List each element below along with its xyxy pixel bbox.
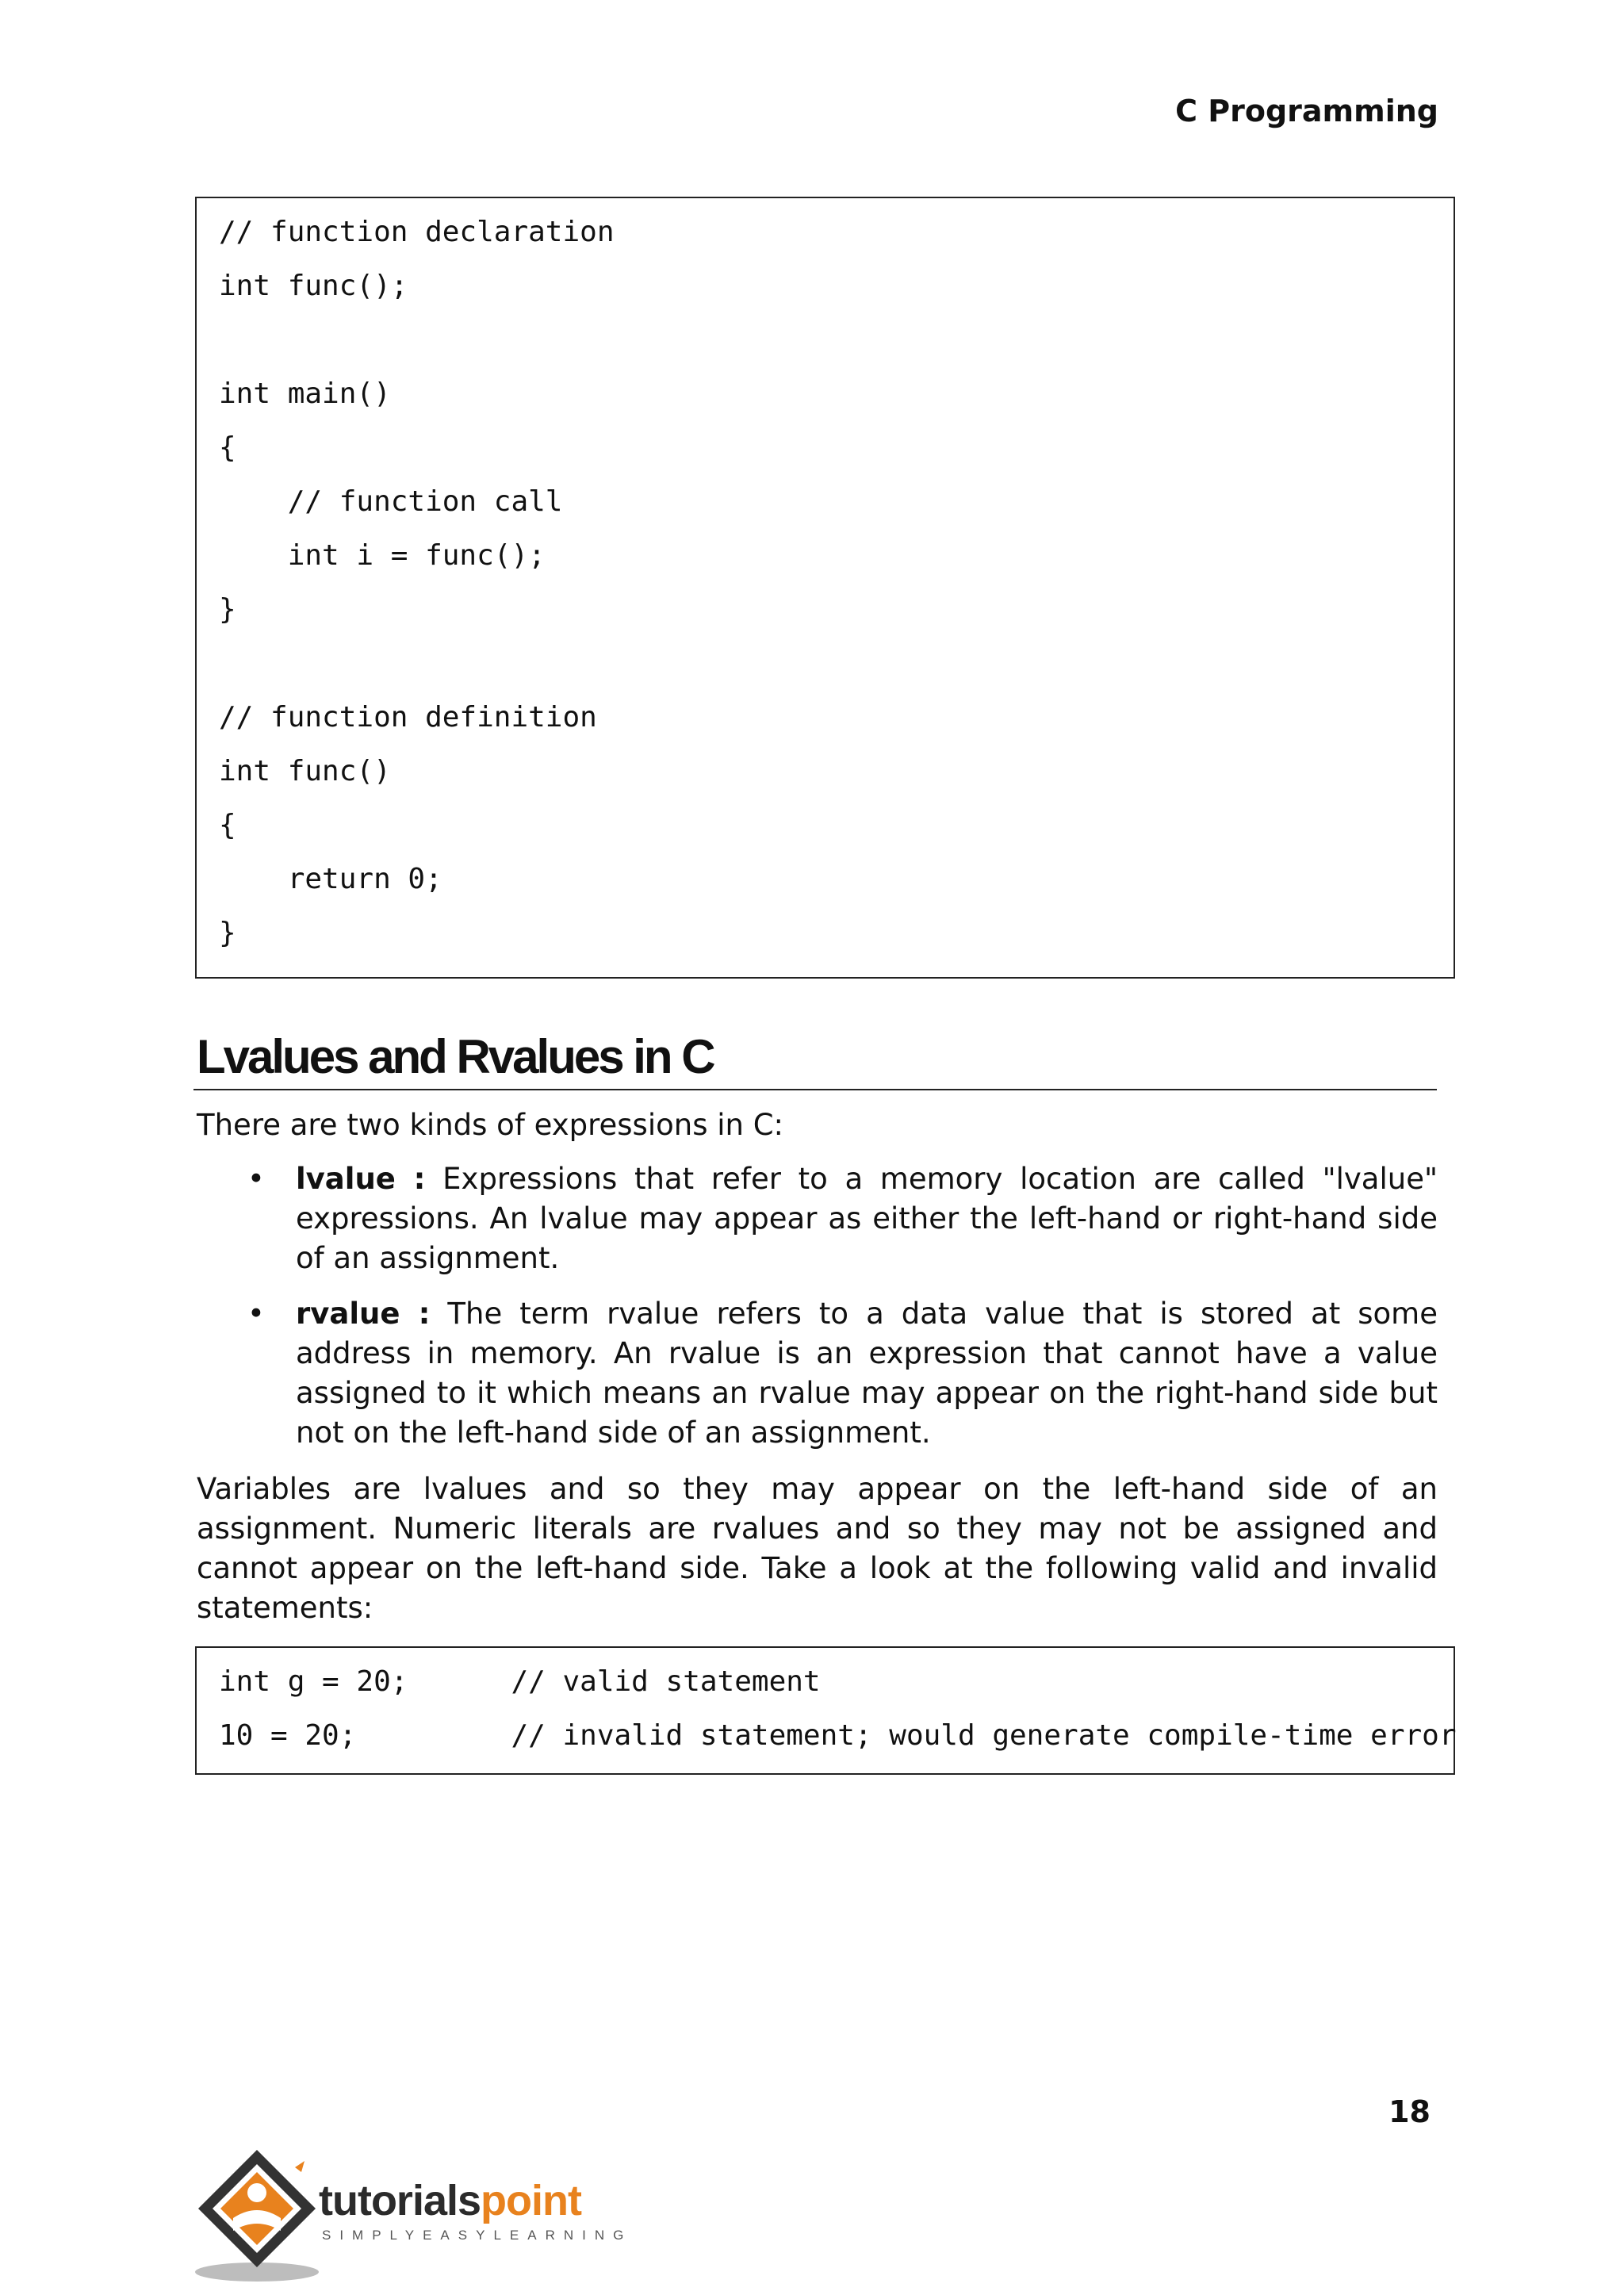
body-paragraph: Variables are lvalues and so they may appear on the left-hand side of an assignment. Numeric literals are rvalues and so they may not be assigned and cannot appear on the left-hand side. Take a look at the following valid and invalid statements:: [197, 1472, 1438, 1625]
code-line: int i = func();: [219, 539, 546, 572]
term-lvalue: lvalue :: [296, 1162, 426, 1196]
code-line: }: [219, 593, 236, 626]
section-heading: Lvalues and Rvalues in C: [197, 1030, 714, 1083]
code-line: {: [219, 431, 236, 464]
code-line: {: [219, 809, 236, 841]
intro-paragraph: There are two kinds of expressions in C:: [197, 1108, 784, 1142]
definition-lvalue: Expressions that refer to a memory location are called "lvalue" expressions. An lvalue may appear as either the left-hand or right-hand side of an assignment.: [296, 1162, 1438, 1275]
page-number: 18: [1388, 2094, 1431, 2129]
code-line: return 0;: [219, 863, 442, 895]
code-line: // function definition: [219, 701, 597, 734]
code-line: // function declaration: [219, 216, 615, 248]
tutorialspoint-logo: [193, 2145, 638, 2284]
code-line: int func();: [219, 270, 408, 302]
logo-tagline: SIMPLYEASYLEARNING: [322, 2228, 633, 2243]
running-header: C Programming: [1175, 94, 1438, 128]
bullet-icon: •: [247, 1297, 265, 1331]
code-block-statements: [195, 1646, 1455, 1775]
logo-word-dark: tutorials: [319, 2177, 481, 2224]
bullet-icon: •: [247, 1162, 265, 1196]
section-divider: [193, 1089, 1437, 1090]
code-block-function: [195, 197, 1455, 979]
code-line: // function call: [219, 485, 563, 518]
code-line: 10 = 20; // invalid statement; would generate compile-time error: [219, 1719, 1457, 1752]
logo-wordmark: [319, 2177, 581, 2224]
code-line: int main(): [219, 377, 391, 410]
code-line: int g = 20; // valid statement: [219, 1665, 821, 1698]
definition-rvalue: The term rvalue refers to a data value that is stored at some address in memory. An rvalue is an expression that cannot have a value assigned to it which means an rvalue may appear on the right-hand side but not on the left-hand side of an assignment.: [296, 1297, 1438, 1450]
list-item-lvalue: [296, 1159, 1438, 1278]
logo-word-orange: point: [481, 2177, 581, 2224]
logo-mark-icon: [193, 2145, 320, 2284]
term-rvalue: rvalue :: [296, 1297, 431, 1331]
list-item-rvalue: [296, 1294, 1438, 1453]
code-line: int func(): [219, 755, 391, 787]
code-line: }: [219, 917, 236, 949]
